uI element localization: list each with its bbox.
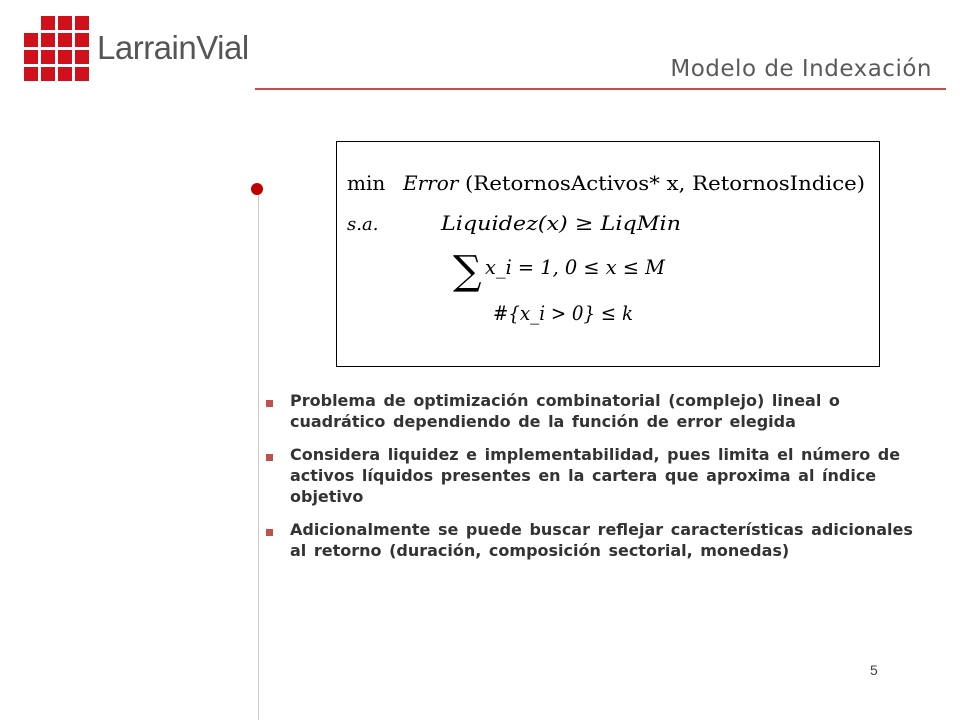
formula-objective: Error bbox=[403, 171, 459, 195]
bullet-text: Problema de optimización combinatorial (complejo) lineal o cuadrático dependiendo de la función de error elegida bbox=[290, 391, 840, 431]
bullet-text: Adicionalmente se puede buscar reflejar características adicionales al retorno (duración, composición sectorial, monedas) bbox=[290, 520, 913, 560]
optimization-formula bbox=[337, 142, 879, 366]
formula-subject-to: s.a. bbox=[347, 214, 379, 235]
bullet-square-icon bbox=[266, 400, 273, 407]
formula-min: min bbox=[347, 171, 386, 195]
list-item bbox=[266, 519, 926, 561]
formula-box bbox=[336, 141, 880, 367]
formula-cardinality-constraint: #{x_i > 0} ≤ k bbox=[493, 301, 633, 325]
sum-icon: ∑ bbox=[453, 248, 482, 294]
bullet-text: Considera liquidez e implementabilidad, pues limita el número de activos líquidos presentes en la cartera que aproxima al índice objetivo bbox=[290, 445, 901, 506]
bullet-list bbox=[266, 390, 926, 573]
title-divider bbox=[255, 88, 946, 90]
vertical-divider bbox=[258, 192, 259, 720]
formula-weights-constraint: x_i = 1, 0 ≤ x ≤ M bbox=[485, 255, 666, 279]
list-item bbox=[266, 444, 926, 507]
bullet-square-icon bbox=[266, 454, 273, 461]
red-dot-icon bbox=[251, 183, 263, 195]
formula-liquidity-constraint: Liquidez(x) ≥ LiqMin bbox=[439, 211, 681, 235]
formula-objective-args: (RetornosActivos* x, RetornosIndice) bbox=[465, 171, 865, 195]
page-number: 5 bbox=[870, 662, 878, 678]
larrainvial-logo bbox=[24, 14, 249, 82]
slide-title: Modelo de Indexación bbox=[670, 56, 932, 82]
brand-name: LarrainVial bbox=[97, 29, 249, 66]
logo-mark-icon bbox=[24, 16, 89, 81]
bullet-square-icon bbox=[266, 529, 273, 536]
list-item bbox=[266, 390, 926, 432]
